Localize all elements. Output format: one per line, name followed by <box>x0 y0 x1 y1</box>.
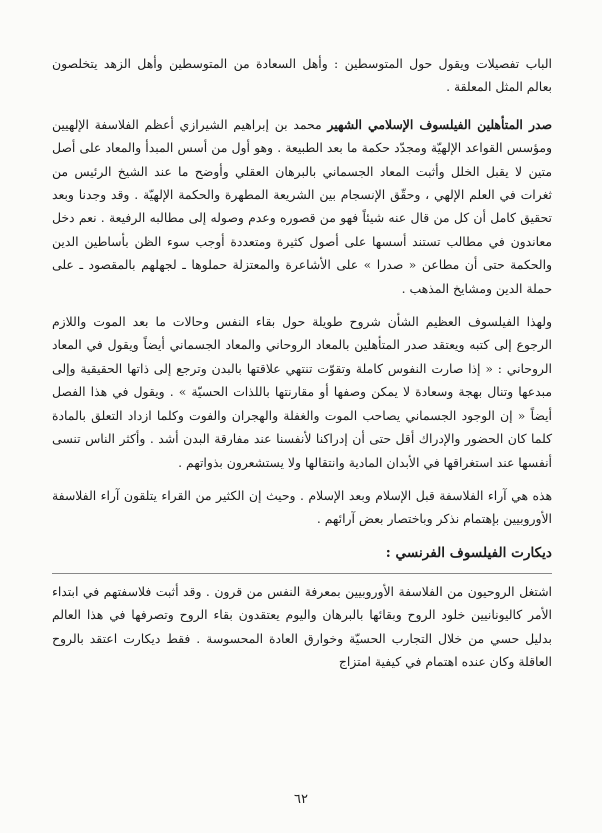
section-divider <box>52 573 552 574</box>
paragraph-soul: ولهذا الفيلسوف العظيم الشأن شروح طويلة حول بقاء النفس وحالات ما بعد الموت واللازم الرجوع إلى كتبه ويعتقد صدر المتأهلين بالمعاد الروحاني والمعاد الجسماني أيضاً ويقول في المعاد الروحاني : « إذا صارت النفوس كاملة وتقوّت تنتهي علاقتها بالبدن وترجع إلى ذاتها الحقيقية وإلى مبدعها وتنال بهجة وسعادة لا يمكن وصفها أو مقارنتها باللذات الحسيّة » . ويقول في هذا الفصل أيضاً « إن الوجود الجسماني يصاحب الموت والغفلة والهجران والفوت وكلما ازداد التعلق بالمادة كلما كان الحضور والإدراك أقل حتى أن إدراكنا لأنفسنا عند مفارقة البدن أشد . وأكثر الناس تنسى أنفسها عند استغراقها في الأبدان المادية وانتقالها ولا يستشعرون بذواتهم . <box>52 314 552 470</box>
paragraph-descartes: اشتغل الروحيون من الفلاسفة الأوروبيين بمعرفة النفس من قرون . وقد أثبت فلاسفتهم في ابتداء الأمر كاليونانيين خلود الروح وبقائها بالبرهان واليوم يعتقدون بقاء الروح وتصرفها في هذا العالم بدليل حسي من خلال التجارب الحسيّة وخوارق العادة المحسوسة . فقط ديكارت اعتقد بالروح العاقلة وكان عنده اهتمام في كيفية امتزاج <box>52 583 552 669</box>
section-heading: ديكارت الفيلسوف الفرنسي : <box>385 544 552 561</box>
paragraph-sadr <box>52 113 552 300</box>
paragraph-lead-title: صدر المتأهلين الفيلسوف الإسلامي الشهير <box>327 116 552 132</box>
paragraph-summary: هذه هي آراء الفلاسفة قبل الإسلام وبعد الإسلام . وحيث إن الكثير من القراء يتلقون آراء الفلاسفة الأوروبيين بإهتمام نذكر وباختصار بعض آرائهم . <box>52 487 552 527</box>
page-number: ٦٢ <box>294 792 308 807</box>
paragraph-sadr-body: محمد بن إبراهيم الشيرازي أعظم الفلاسفة الإلهيين ومؤسس القواعد الإلهيّة ومجدّد حكمة ما بعد الطبيعة . وهو أول من أسس المبدأ والمعاد على أصل متين لا يقبل الخلل وأثبت المعاد الجسماني بالبرهان العقلي وأوضح ما عند الشيخ الرئيس من ثغرات في العلم الإلهي ، وحقّق الإنسجام بين الشريعة المطهرة والحكمة الإلهيّة . وقد وجدنا وبعد تحقيق كامل أن كل من قال عنه شيئاً فهو من قصوره وعدم وصوله إلى مطالبه الرفيعة . نعم دخل معاندون في مطالب تستند أسسها على أصول كثيرة ومتعددة أوجب سوء الظن بأساطين الدين والحكمة حتى أن مطاعن « صدرا » على الأشاعرة والمعتزلة حملوها ـ لجهلهم بالمقصود ـ على حملة الدين ومشايخ المذهب . <box>52 116 552 296</box>
paragraph-intro: الباب تفصيلات ويقول حول المتوسطين : وأهل السعادة من المتوسطين وأهل الزهد يتخلصون بعالم المثل المعلقة . <box>52 56 552 95</box>
